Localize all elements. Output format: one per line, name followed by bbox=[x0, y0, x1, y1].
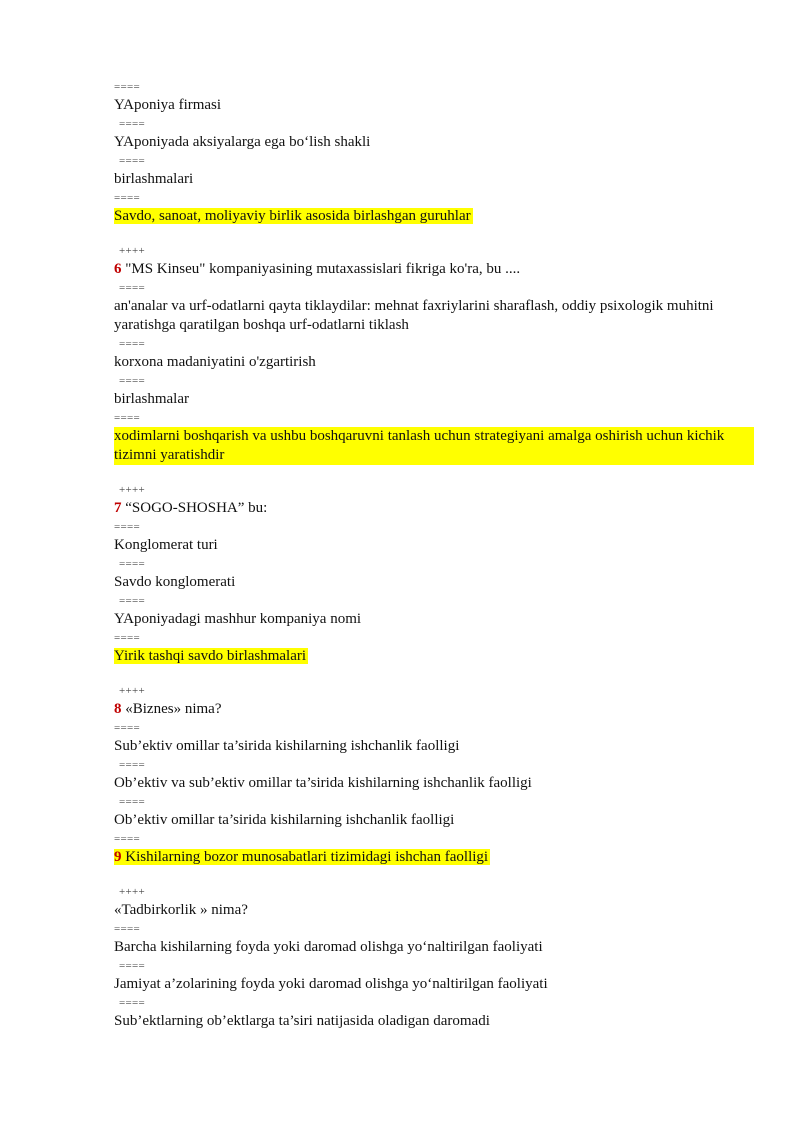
question-number: 9 bbox=[114, 849, 122, 865]
plus-separator: ++++ bbox=[119, 886, 146, 898]
separator: ==== bbox=[119, 759, 146, 771]
answer-option: Sub’ektlarning ob’ektlarga ta’siri natijasida oladigan daromadi bbox=[114, 1013, 490, 1029]
separator: ==== bbox=[114, 81, 141, 93]
separator: ==== bbox=[114, 833, 141, 845]
separator: ==== bbox=[114, 521, 141, 533]
separator: ==== bbox=[119, 338, 146, 350]
question-number: 7 bbox=[114, 500, 122, 516]
separator: ==== bbox=[114, 632, 141, 644]
question-line bbox=[114, 700, 754, 719]
question-block bbox=[114, 242, 754, 465]
answer-option: Jamiyat a’zolarining foyda yoki daromad olishga yo‘naltirilgan faoliyati bbox=[114, 976, 548, 992]
question-block bbox=[114, 78, 754, 226]
plus-separator: ++++ bbox=[119, 245, 146, 257]
question-line bbox=[114, 260, 754, 279]
answer-option: YAponiya firmasi bbox=[114, 97, 222, 113]
question-block bbox=[114, 883, 754, 1031]
question-number: 8 bbox=[114, 701, 122, 717]
question-text: «Tadbirkorlik » nima? bbox=[114, 902, 248, 918]
separator: ==== bbox=[119, 997, 146, 1009]
separator: ==== bbox=[119, 118, 146, 130]
answer-option: Savdo konglomerati bbox=[114, 574, 236, 590]
plus-separator: ++++ bbox=[119, 685, 146, 697]
separator: ==== bbox=[114, 412, 141, 424]
separator: ==== bbox=[119, 155, 146, 167]
correct-answer-text: Kishilarning bozor munosabatlari tizimidagi ishchan faolligi bbox=[125, 849, 489, 865]
correct-answer-option: Yirik tashqi savdo birlashmalari bbox=[114, 648, 307, 664]
correct-answer-option: xodimlarni boshqarish va ushbu boshqaruvni tanlash uchun strategiyani amalga oshirish uchun kichik tizimni yaratishdir bbox=[114, 427, 754, 465]
separator: ==== bbox=[119, 960, 146, 972]
question-text: “SOGO-SHOSHA” bu: bbox=[125, 500, 268, 516]
question-text: "MS Kinseu" kompaniyasining mutaxassislari fikriga ko'ra, bu .... bbox=[125, 261, 521, 277]
question-line bbox=[114, 499, 754, 518]
question-number: 6 bbox=[114, 261, 122, 277]
separator: ==== bbox=[119, 558, 146, 570]
question-block bbox=[114, 481, 754, 666]
correct-answer-option: Savdo, sanoat, moliyaviy birlik asosida birlashgan guruhlar bbox=[114, 208, 471, 224]
question-block bbox=[114, 682, 754, 867]
separator: ==== bbox=[119, 375, 146, 387]
question-text: «Biznes» nima? bbox=[125, 701, 222, 717]
answer-option: Konglomerat turi bbox=[114, 537, 218, 553]
document-page bbox=[114, 78, 754, 1031]
answer-option: birlashmalari bbox=[114, 171, 194, 187]
separator: ==== bbox=[119, 595, 146, 607]
answer-option: Ob’ektiv omillar ta’sirida kishilarning ishchanlik faolligi bbox=[114, 812, 455, 828]
answer-option: Sub’ektiv omillar ta’sirida kishilarning ishchanlik faolligi bbox=[114, 738, 460, 754]
answer-option: Ob’ektiv va sub’ektiv omillar ta’sirida kishilarning ishchanlik faolligi bbox=[114, 775, 532, 791]
separator: ==== bbox=[114, 722, 141, 734]
answer-option: birlashmalar bbox=[114, 391, 189, 407]
plus-separator: ++++ bbox=[119, 484, 146, 496]
separator: ==== bbox=[119, 282, 146, 294]
answer-option: YAponiyada aksiyalarga ega bo‘lish shakli bbox=[114, 134, 371, 150]
separator: ==== bbox=[119, 796, 146, 808]
answer-option: an'analar va urf-odatlarni qayta tiklaydilar: mehnat faxriylarini sharaflash, oddiy psixologik muhitni yaratishga qaratilgan boshqa urf-odatlarni tiklash bbox=[114, 298, 714, 333]
correct-answer-option bbox=[114, 849, 490, 865]
separator: ==== bbox=[114, 923, 141, 935]
answer-option: korxona madaniyatini o'zgartirish bbox=[114, 354, 316, 370]
answer-option: Barcha kishilarning foyda yoki daromad olishga yo‘naltirilgan faoliyati bbox=[114, 939, 543, 955]
answer-option: YAponiyadagi mashhur kompaniya nomi bbox=[114, 611, 362, 627]
separator: ==== bbox=[114, 192, 141, 204]
